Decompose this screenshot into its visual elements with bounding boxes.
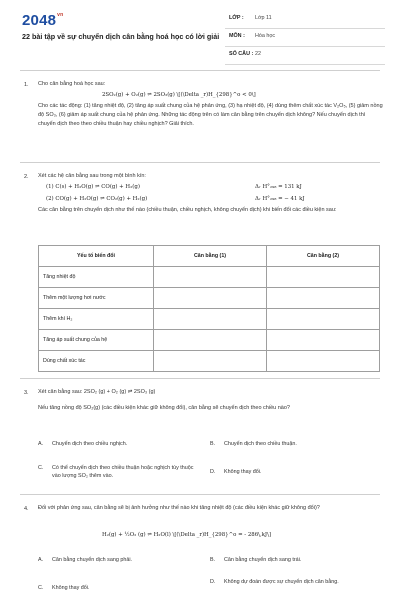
question-body: Cho các tác động: (1) tăng nhiệt độ, (2) tăng áp suất chung của hệ phản ứng, (3) hạ nhiệt độ, (4) dùng thêm chất xúc tác V₂O₅, (5) giảm nồng độ SO₃, (6) giảm áp suất chung của hệ phản ứng. Những tác động trên có làm cân bằng trên chuyển dịch không? Nếu chuyển dịch thì chuyển dịch theo theo chiều thuận hay chiều nghịch? Giải thích.	[38, 103, 383, 127]
question-intro: Cho cân bằng hoá học sau:	[38, 81, 106, 87]
enthalpy: Δᵣ H°₂₉₈ = 131 kJ	[255, 184, 302, 190]
option-d[interactable]: D. Không dự đoán được sự chuyển dịch cân bằng.	[210, 579, 339, 585]
table-cell	[154, 351, 267, 372]
table-header-row	[39, 246, 380, 267]
table-cell: Dùng chất xúc tác	[39, 351, 154, 372]
table-cell: Tăng áp suất chung của hệ	[39, 330, 154, 351]
question-intro: Xét cân bằng sau: 2SO₂ (g) + O₂ (g) ⇌ 2SO₃ (g)	[38, 389, 156, 395]
divider	[20, 494, 380, 495]
question-number: 1.	[24, 82, 29, 88]
option-c[interactable]: C. Có thể chuyển dịch theo chiều thuận hoặc nghịch tùy thuộc vào lượng SO₂ thêm vào.	[38, 465, 194, 479]
table-cell	[154, 309, 267, 330]
table-row	[39, 330, 380, 351]
table-cell: Tăng nhiệt độ	[39, 267, 154, 288]
table-cell: Thêm khí H₂	[39, 309, 154, 330]
question-number: 3.	[24, 390, 29, 396]
question-body: Nếu tăng nồng độ SO₂(g) (các điều kiện khác giữ không đổi), cân bằng sẽ chuyển dịch theo chiều nào?	[38, 405, 290, 411]
meta-class: LỚP : Lớp 11	[225, 10, 385, 29]
table-cell: Thêm một lượng hơi nước	[39, 288, 154, 309]
conditions-table	[38, 245, 380, 372]
table-row	[39, 288, 380, 309]
table-cell	[154, 330, 267, 351]
table-cell	[267, 351, 380, 372]
equation: H₂(g) + ½O₂ (g) ⇌ H₂O(l) \[(\Delta _r)H_{298}^o = - 286\,kJ\]	[102, 532, 272, 538]
option-a[interactable]: A. Chuyển dịch theo chiều nghịch.	[38, 441, 128, 447]
equation: (1) C(s) + H₂O(g) ⇌ CO(g) + H₂(g)	[46, 184, 140, 190]
option-b[interactable]: B. Cân bằng chuyển dịch sang trái.	[210, 557, 302, 563]
table-cell	[267, 309, 380, 330]
table-cell	[154, 288, 267, 309]
table-header: Cân bằng (2)	[267, 246, 380, 267]
table-cell	[267, 288, 380, 309]
equation: 2SO₂(g) + O₂(g) ⇌ 2SO₃(g) \[(\Delta _r)H_{298}^o < 0\]	[102, 92, 256, 98]
table-row	[39, 351, 380, 372]
enthalpy: Δᵣ H°₂₉₈ = − 41 kJ	[255, 196, 305, 202]
divider	[20, 378, 380, 379]
meta-count: SỐ CÂU : 22	[225, 46, 385, 65]
document-title: 22 bài tập về sự chuyển dịch cân bằng hoá học có lời giải	[22, 32, 220, 41]
divider	[20, 162, 380, 163]
option-c[interactable]: C. Không thay đổi.	[38, 585, 90, 591]
table-header: Cân bằng (1)	[154, 246, 267, 267]
site-logo[interactable]: $2048^{vn}$	[22, 12, 64, 29]
table-header: Yếu tố biến đổi	[39, 246, 154, 267]
equation: (2) CO(g) + H₂O(g) ⇌ CO₂(g) + H₂(g)	[46, 196, 148, 202]
question-number: 2.	[24, 174, 29, 180]
question-body: Đối với phản ứng sau, cân bằng sẽ bị ảnh hưởng như thế nào khi tăng nhiệt độ (các điều kiện khác giữ không đổi)?	[38, 505, 320, 511]
divider	[20, 70, 380, 71]
option-a[interactable]: A. Cân bằng chuyển dịch sang phải.	[38, 557, 133, 563]
table-cell	[267, 330, 380, 351]
question-number: 4.	[24, 506, 29, 512]
table-row	[39, 309, 380, 330]
question-intro: Xét các hệ cân bằng sau trong một bình kín:	[38, 173, 146, 179]
table-cell	[267, 267, 380, 288]
option-b[interactable]: B. Chuyển dịch theo chiều thuận.	[210, 441, 297, 447]
question-body: Các cân bằng trên chuyển dịch như thế nào (chiều thuận, chiều nghịch, không chuyển dịch) khi biến đổi các điều kiện sau:	[38, 207, 337, 213]
meta-subject: MÔN : Hóa học	[225, 28, 385, 47]
table-cell	[154, 267, 267, 288]
table-row	[39, 267, 380, 288]
option-d[interactable]: D. Không thay đổi.	[210, 469, 262, 475]
